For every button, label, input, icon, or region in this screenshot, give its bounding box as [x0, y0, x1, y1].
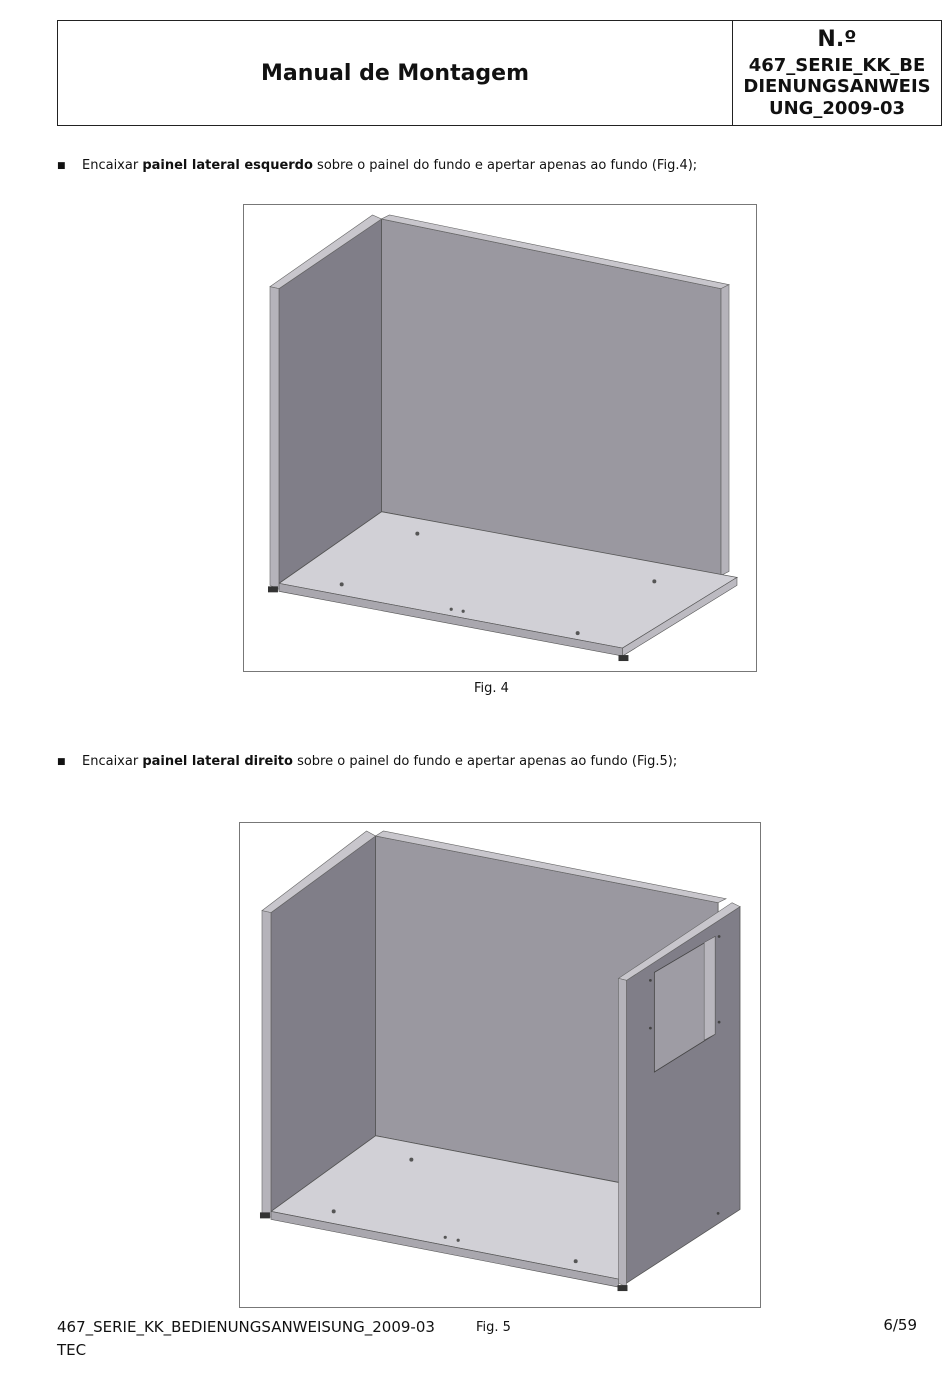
- document-header: [57, 20, 942, 126]
- document-number-box: [733, 21, 941, 125]
- cabinet-left-panel-drawing: [244, 205, 756, 671]
- bullet-icon: ■: [57, 756, 66, 767]
- manual-title: Manual de Montagem: [58, 21, 733, 125]
- figure-4-caption: Fig. 4: [474, 681, 509, 696]
- figure-5-caption: Fig. 5: [476, 1320, 511, 1335]
- cabinet-both-panels-drawing: [240, 823, 760, 1307]
- step-1-text: Encaixar painel lateral esquerdo sobre o painel do fundo e apertar apenas ao fundo (Fig.4);: [82, 158, 698, 173]
- bullet-icon: ■: [57, 160, 66, 171]
- step-2: [57, 754, 677, 769]
- number-label: N.º: [817, 27, 857, 53]
- page-number: 6/59: [883, 1316, 917, 1334]
- step-1: [57, 158, 697, 173]
- footer-doc-ref: 467_SERIE_KK_BEDIENUNGSANWEISUNG_2009-03: [57, 1318, 435, 1336]
- figure-4-image: [243, 204, 757, 672]
- footer-doc-info: [57, 1316, 435, 1361]
- step-2-text: Encaixar painel lateral direito sobre o painel do fundo e apertar apenas ao fundo (Fig.5);: [82, 754, 678, 769]
- figure-5-image: [239, 822, 761, 1308]
- footer-dept: TEC: [57, 1340, 87, 1359]
- document-code: 467_SERIE_KK_BEDIENUNGSANWEISUNG_2009-03: [743, 55, 931, 119]
